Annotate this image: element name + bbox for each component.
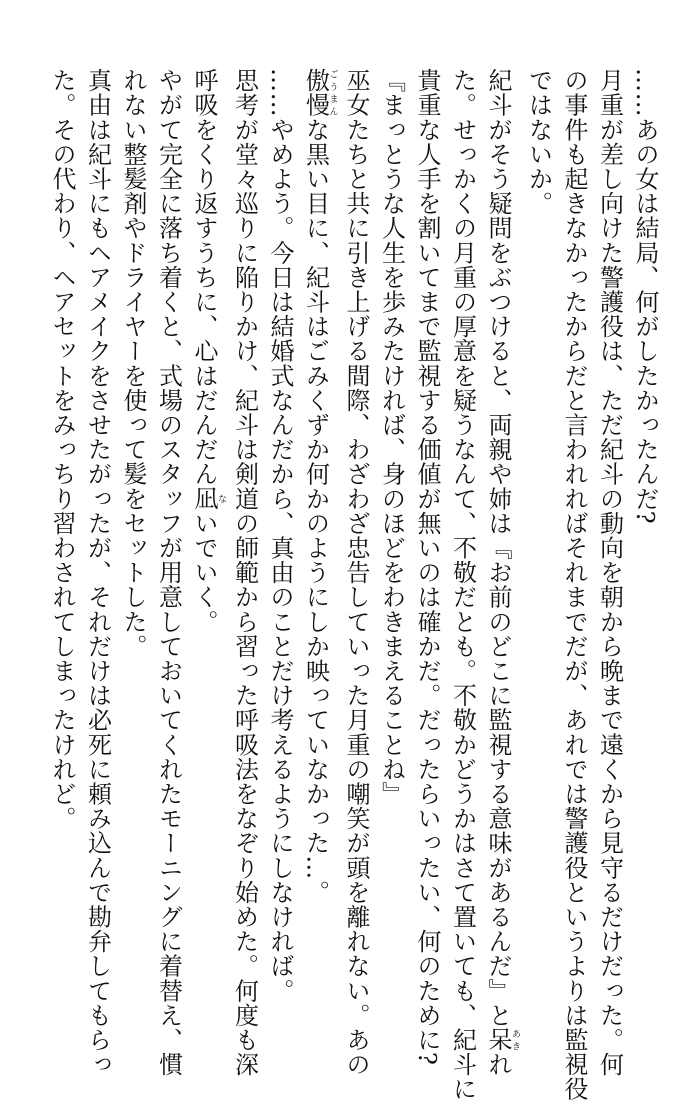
text-line-4: ではないか。 [524,68,553,216]
text-line-12: 思考が堂々巡りに陥りかけ、紀斗は剣道の師範から習った呼吸法をなぞり始めた。何度も深 [230,68,259,1077]
text-line-13: 呼吸をくり返すうちに、心はだんだん凪ないでいく。 [190,68,226,634]
furigana-ruby: 呆あき [484,1027,520,1053]
text-line-17: た。その代わり、ヘアセットをみっちり習わされてしまったけれど。 [48,68,76,831]
furigana-reading: あき [510,1027,520,1052]
text-line-3: の事件も起きなかったからだと言われればそれまでだが、あれでは警護役というよりは監視役 [560,68,588,1101]
furigana-reading: な [216,486,226,511]
text-line-5: 紀斗がそう疑問をぶつけると、両親や姉は『お前のどこに監視する意味があるんだ』と呆あきれ [484,68,520,1077]
text-line-14: やがて完全に落ち着くと、式場のスタッフが用意しておいてくれたモーニングに着替え、慣 [154,68,183,1077]
furigana-ruby: 傲慢ごうまん [301,68,338,118]
text-line-11: ……やめよう。今日は結婚式なんだから、真由のことだけ考えるようにしなければ。 [266,68,294,1003]
text-line-8: 『まっとうな人生を歩みたければ、身のほどをわきまえることね』 [377,68,406,806]
text-line-1: ……あの女は結局、何がしたかったんだ? [631,68,659,525]
furigana-ruby: 凪な [190,486,226,511]
text-line-7: 貴重な人手を割いてまで監視する価値が無いのは確かだ。だったらいったい、何のために? [413,68,441,1066]
text-line-16: 真由は紀斗にもヘアメイクをさせたがったが、それだけは必死に頼み込んで勘弁してもらっ [83,68,112,1077]
text-line-10: 傲慢ごうまんな黒い目に、紀斗はごみくずか何かのようにしか映っていなかった…。 [301,68,338,905]
text-line-2: 月重が差し向けた警護役は、ただ紀斗の動向を朝から晩まで遠くから見守るだけだった。何 [595,68,624,1077]
text-line-6: た。せっかくの月重の厚意を疑うなんて、不敬だとも。不敬かどうかはさて置いても、紀斗に [448,68,477,1101]
text-line-15: れない整髪剤やドライヤーを使って髪をセットした。 [119,68,147,659]
vertical-text-block [44,68,663,1101]
text-line-9: 巫女たちと共に引き上げる間際、わざわざ忠告していった月重の嘲笑が頭を離れない。あの [342,68,370,1077]
furigana-reading: ごうまん [327,68,338,118]
